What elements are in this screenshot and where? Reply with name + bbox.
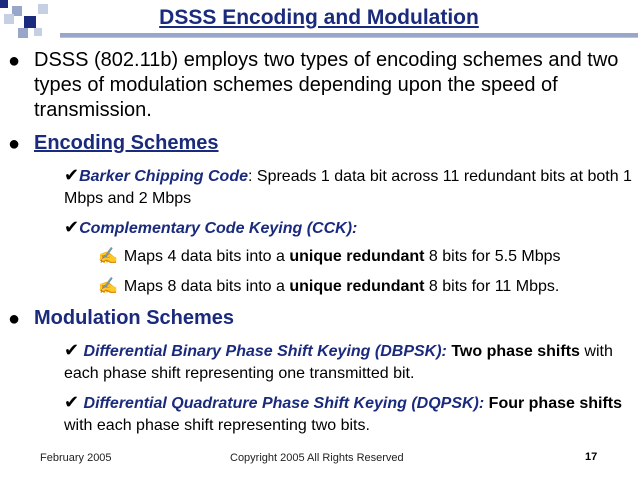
intro-text: DSSS (802.11b) employs two types of encoding schemes and two types of modulation schemes depending upon the speed of transmission. [34,49,619,121]
modulation-heading: Modulation Schemes [34,307,235,329]
pointing-hand-icon: ✍ [98,248,118,265]
check-icon: ✔ [64,340,80,360]
dqpsk-bold: Four phase shifts [484,395,623,412]
cck-subitem-pre: Maps 8 data bits into a [123,278,290,295]
cck-subitem-post: 8 bits for 5.5 Mbps [424,248,561,265]
dqpsk-term: Differential Quadrature Phase Shift Keying (DQPSK): [83,395,485,412]
cck-subitem [6,276,632,298]
cck-term: Complementary Code Keying (CCK): [79,220,358,237]
barker-item [6,164,632,210]
dqpsk-post: with each phase shift representing two bits. [64,417,370,434]
slide-title: DSSS Encoding and Modulation [159,6,479,29]
cck-subitem-pre: Maps 4 data bits into a [123,248,290,265]
footer-date: February 2005 [40,452,112,464]
intro-bullet [6,48,632,123]
barker-desc: : Spreads 1 data bit across 11 redundant bits at both 1 Mbps and 2 Mbps [64,168,632,207]
bullet-icon: ● [8,133,21,155]
bullet-icon: ● [8,50,21,72]
dbpsk-post: with each phase shift representing one transmitted bit. [64,343,613,382]
barker-term: Barker Chipping Code [79,168,248,185]
encoding-heading-bullet [6,131,632,156]
dbpsk-bold: Two phase shifts [446,343,580,360]
cck-subitem-bold: unique redundant [289,278,425,295]
check-icon: ✔ [64,392,80,412]
title-rule-thin [60,37,638,38]
dbpsk-item [6,339,632,385]
slide-body [6,48,632,443]
bullet-icon: ● [8,308,21,330]
modulation-heading-bullet [6,306,632,331]
cck-item [6,216,632,240]
footer-copyright: Copyright 2005 All Rights Reserved [230,452,404,464]
check-icon: ✔ [64,217,80,237]
page-number: 17 [585,451,598,463]
dbpsk-term: Differential Binary Phase Shift Keying (DBPSK): [83,343,447,360]
cck-subitem-bold: unique redundant [289,248,425,265]
check-icon: ✔ [64,165,80,185]
cck-subitem [6,246,632,268]
dqpsk-item [6,391,632,437]
cck-subitem-post: 8 bits for 11 Mbps. [424,278,560,295]
pointing-hand-icon: ✍ [98,278,118,295]
encoding-heading: Encoding Schemes [34,132,219,154]
